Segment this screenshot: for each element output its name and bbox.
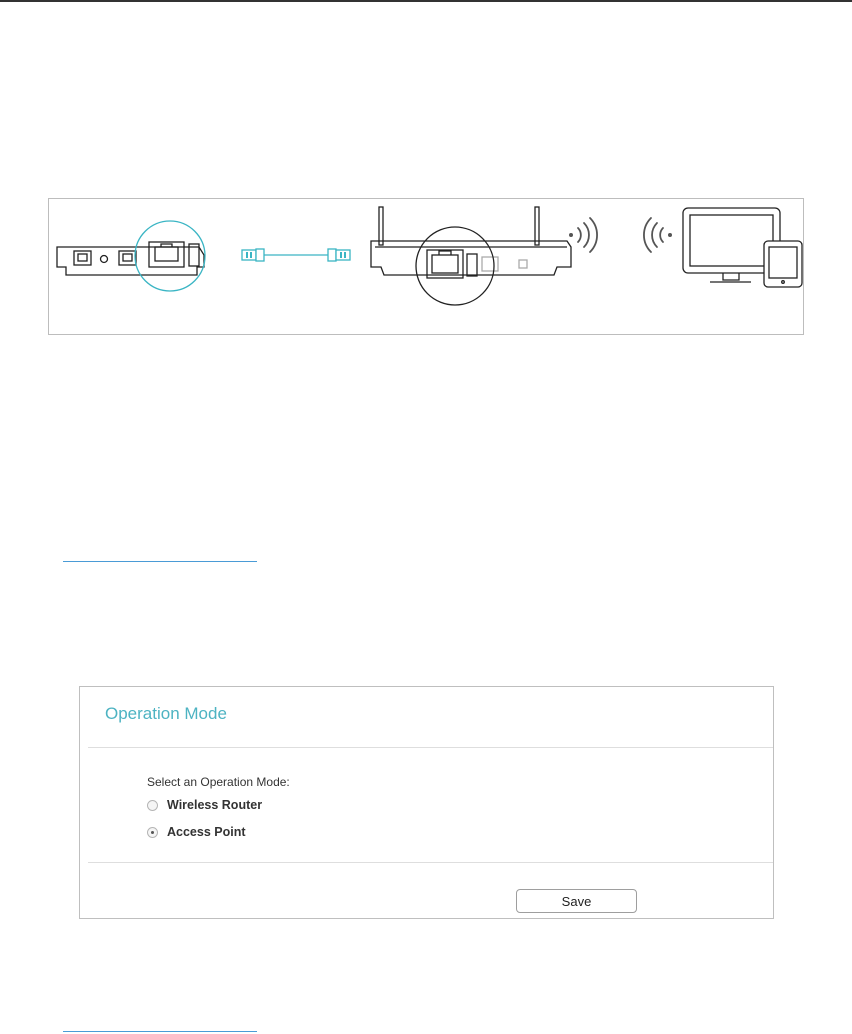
radio-option-access-point[interactable] <box>147 825 246 839</box>
connection-diagram <box>48 198 804 335</box>
modem-icon <box>57 221 205 291</box>
save-button[interactable]: Save <box>516 889 637 913</box>
divider <box>88 747 773 748</box>
wifi-signal-icon <box>569 218 672 252</box>
divider <box>88 862 773 863</box>
option-label: Wireless Router <box>167 798 263 812</box>
panel-title: Operation Mode <box>105 704 227 723</box>
option-label: Access Point <box>167 825 246 839</box>
operation-mode-panel <box>79 686 774 919</box>
ethernet-cable-icon <box>242 249 350 261</box>
radio-option-wireless-router[interactable] <box>147 798 262 812</box>
top-rule <box>0 0 852 2</box>
hyperlink-underline[interactable] <box>63 1031 257 1032</box>
router-icon <box>371 207 571 305</box>
radio-button-checked[interactable] <box>147 827 158 838</box>
hyperlink-underline[interactable] <box>63 561 257 562</box>
radio-button-unchecked[interactable] <box>147 800 158 811</box>
tablet-icon <box>764 241 802 287</box>
select-mode-label: Select an Operation Mode: <box>147 775 290 789</box>
